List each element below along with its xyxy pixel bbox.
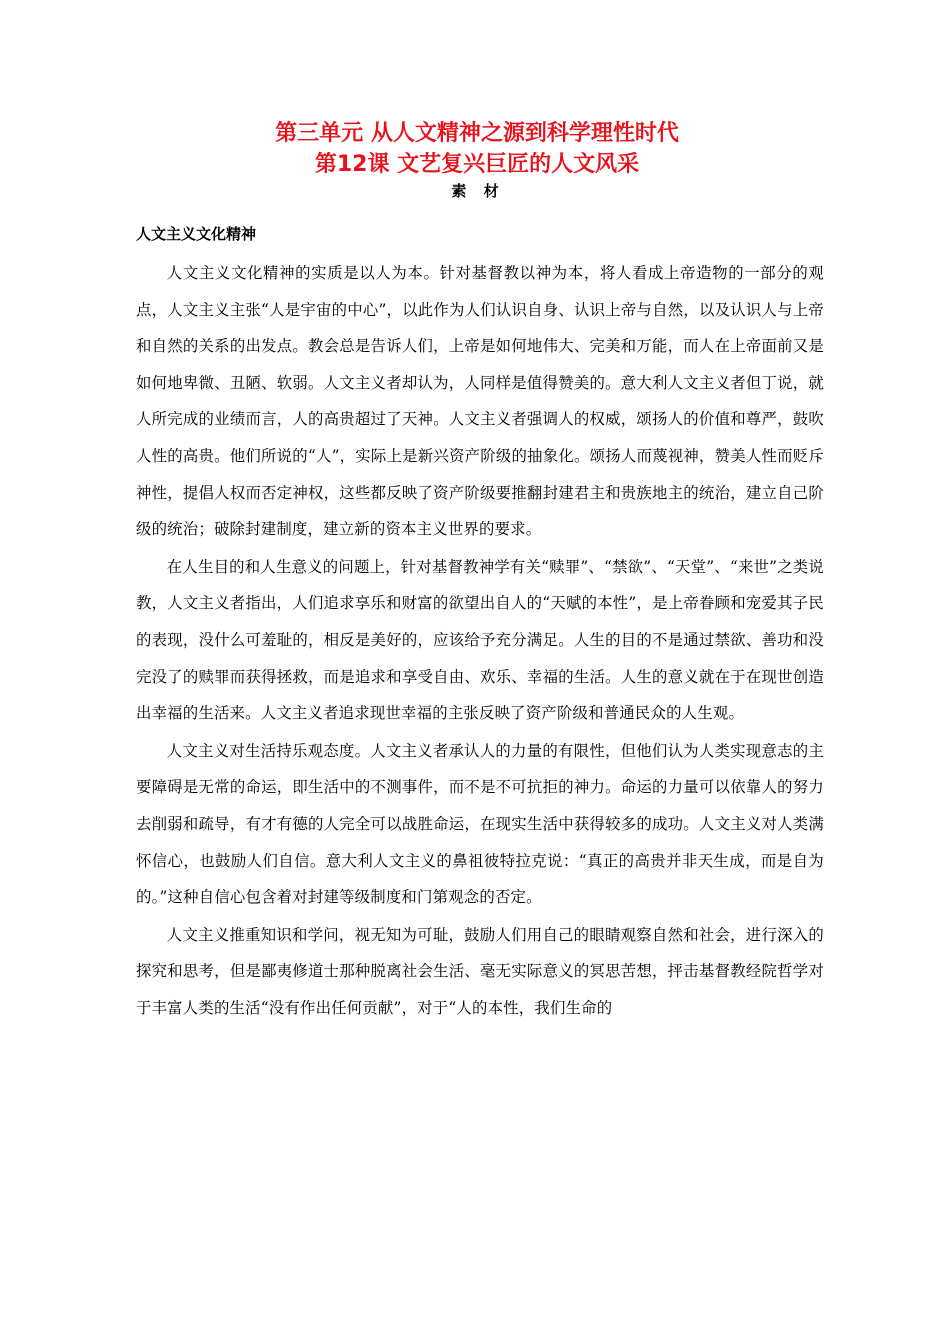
paragraph-4: 人文主义推重知识和学问，视无知为可耻，鼓励人们用自己的眼睛观察自然和社会，进行深入的探究和思考，但是鄙夷修道士那种脱离社会生活、毫无实际意义的冥思苦想，抨击基督教经院哲学对于丰富人类的生活“没有作出任何贡献”，对于“人的本性，我们生命的	[136, 925, 824, 1017]
unit-title: 第三单元 从人文精神之源到科学理性时代	[275, 121, 679, 146]
paragraph-1: 人文主义文化精神的实质是以人为本。针对基督教以神为本，将人看成上帝造物的一部分的观点，人文主义主张“人是宇宙的中心”，以此作为人们认识自身、认识上帝与自然，以及认识人与上帝和自然的关系的出发点。教会总是告诉人们，上帝是如何地伟大、完美和万能，而人在上帝面前又是如何地卑微、丑陋、软弱。人文主义者却认为，人同样是值得赞美的。意大利人文主义者但丁说，就人所完成的业绩而言，人的高贵超过了天神。人文主义者强调人的权威，颂扬人的价值和尊严，鼓吹人性的高贵。他们所说的“人”，实际上是新兴资产阶级的抽象化。颂扬人而蔑视神，赞美人性而贬斥神性，提倡人权而否定神权，这些都反映了资产阶级要推翻封建君主和贵族地主的统治，建立自己阶级的统治；破除封建制度，建立新的资本主义世界的要求。	[136, 264, 824, 539]
title-block	[0, 118, 950, 202]
lesson-title: 第12课 文艺复兴巨匠的人文风采	[314, 152, 640, 177]
section-heading: 人文主义文化精神	[136, 225, 257, 243]
document-body	[136, 224, 824, 1027]
paragraph-3: 人文主义对生活持乐观态度。人文主义者承认人的力量的有限性，但他们认为人类实现意志的主要障碍是无常的命运，即生活中的不测事件，而不是不可抗拒的神力。命运的力量可以依靠人的努力去削弱和疏导，有才有德的人完全可以战胜命运，在现实生活中获得较多的成功。人文主义对人类满怀信心，也鼓励人们自信。意大利人文主义的鼻祖彼特拉克说：“真正的高贵并非天生成，而是自为的。”这种自信心包含着对封建等级制度和门第观念的否定。	[136, 741, 824, 907]
material-subtitle: 素 材	[451, 182, 505, 200]
paragraph-2: 在人生目的和人生意义的问题上，针对基督教神学有关“赎罪”、“禁欲”、“天堂”、“来世”之类说教，人文主义者指出，人们追求享乐和财富的欲望出自人的“天赋的本性”，是上帝眷顾和宠爱其子民的表现，没什么可羞耻的，相反是美好的，应该给予充分满足。人生的目的不是通过禁欲、善功和没完没了的赎罪而获得拯救，而是追求和享受自由、欢乐、幸福的生活。人生的意义就在于在现世创造出幸福的生活来。人文主义者追求现世幸福的主张反映了资产阶级和普通民众的人生观。	[136, 557, 824, 723]
